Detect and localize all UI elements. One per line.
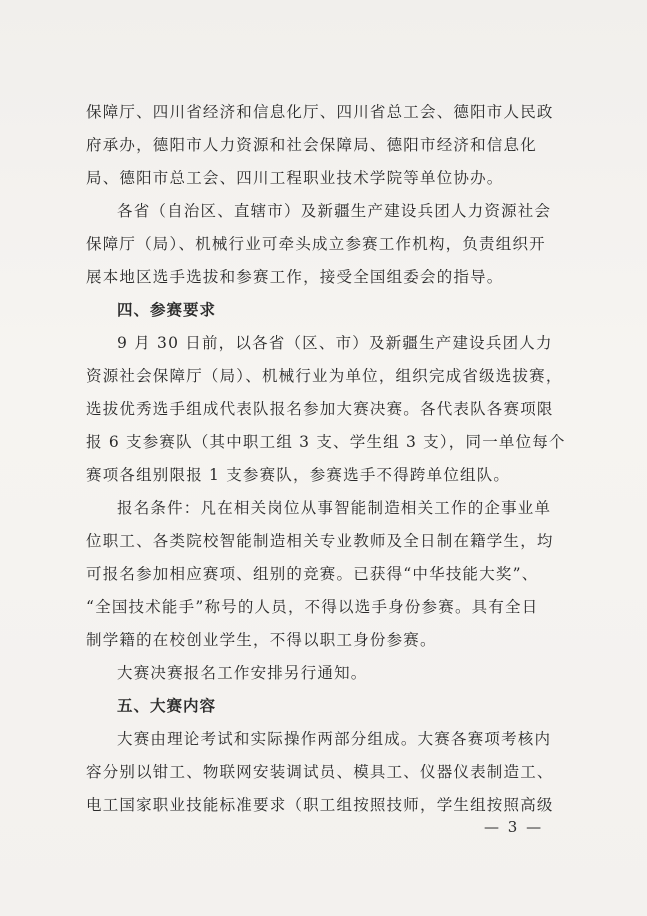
paragraph-start: 各省（自治区、直辖市）及新疆生产建设兵团人力资源社会 — [117, 202, 552, 220]
text-line: 报 6 支参赛队（其中职工组 3 支、学生组 3 支），同一单位每个 — [86, 433, 566, 451]
section-heading-content: 五、大赛内容 — [117, 697, 217, 715]
text-line: 保障厅（局）、机械行业可牵头成立参赛工作机构，负责组织开 — [86, 235, 546, 253]
text-line: 制学籍的在校创业学生，不得以职工身份参赛。 — [86, 631, 437, 649]
text-line: 赛项各组别限报 1 支参赛队，参赛选手不得跨单位组队。 — [86, 466, 511, 484]
text-line: 局、德阳市总工会、四川工程职业技术学院等单位协办。 — [86, 169, 504, 187]
text-line: “全国技术能手”称号的人员，不得以选手身份参赛。具有全日 — [86, 598, 539, 616]
text-line: 位职工、各类院校智能制造相关专业教师及全日制在籍学生，均 — [86, 532, 554, 550]
body-text — [86, 96, 576, 822]
text-line: 资源社会保障厅（局）、机械行业为单位，组织完成省级选拔赛， — [86, 367, 563, 385]
paragraph-start: 报名条件：凡在相关岗位从事智能制造相关工作的企事业单 — [117, 499, 552, 517]
paragraph-start: 大赛由理论考试和实际操作两部分组成。大赛各赛项考核内 — [117, 730, 552, 748]
text-line: 可报名参加相应赛项、组别的竞赛。已获得“中华技能大奖”、 — [86, 565, 539, 583]
text-line: 展本地区选手选拔和参赛工作，接受全国组委会的指导。 — [86, 268, 504, 286]
text-line: 府承办，德阳市人力资源和社会保障局、德阳市经济和信息化 — [86, 136, 537, 154]
text-line: 选拔优秀选手组成代表队报名参加大赛决赛。各代表队各赛项限 — [86, 400, 554, 418]
paragraph-start: 大赛决赛报名工作安排另行通知。 — [117, 664, 368, 682]
paragraph-start: 9 月 30 日前，以各省（区、市）及新疆生产建设兵团人力 — [117, 334, 553, 352]
text-line: 电工国家职业技能标准要求（职工组按照技师，学生组按照高级 — [86, 796, 554, 814]
section-heading-requirements: 四、参赛要求 — [117, 301, 217, 319]
text-line: 容分别以钳工、物联网安装调试员、模具工、仪器仪表制造工、 — [86, 763, 554, 781]
page-number: — 3 — — [484, 818, 544, 836]
text-line: 保障厅、四川省经济和信息化厅、四川省总工会、德阳市人民政 — [86, 103, 554, 121]
